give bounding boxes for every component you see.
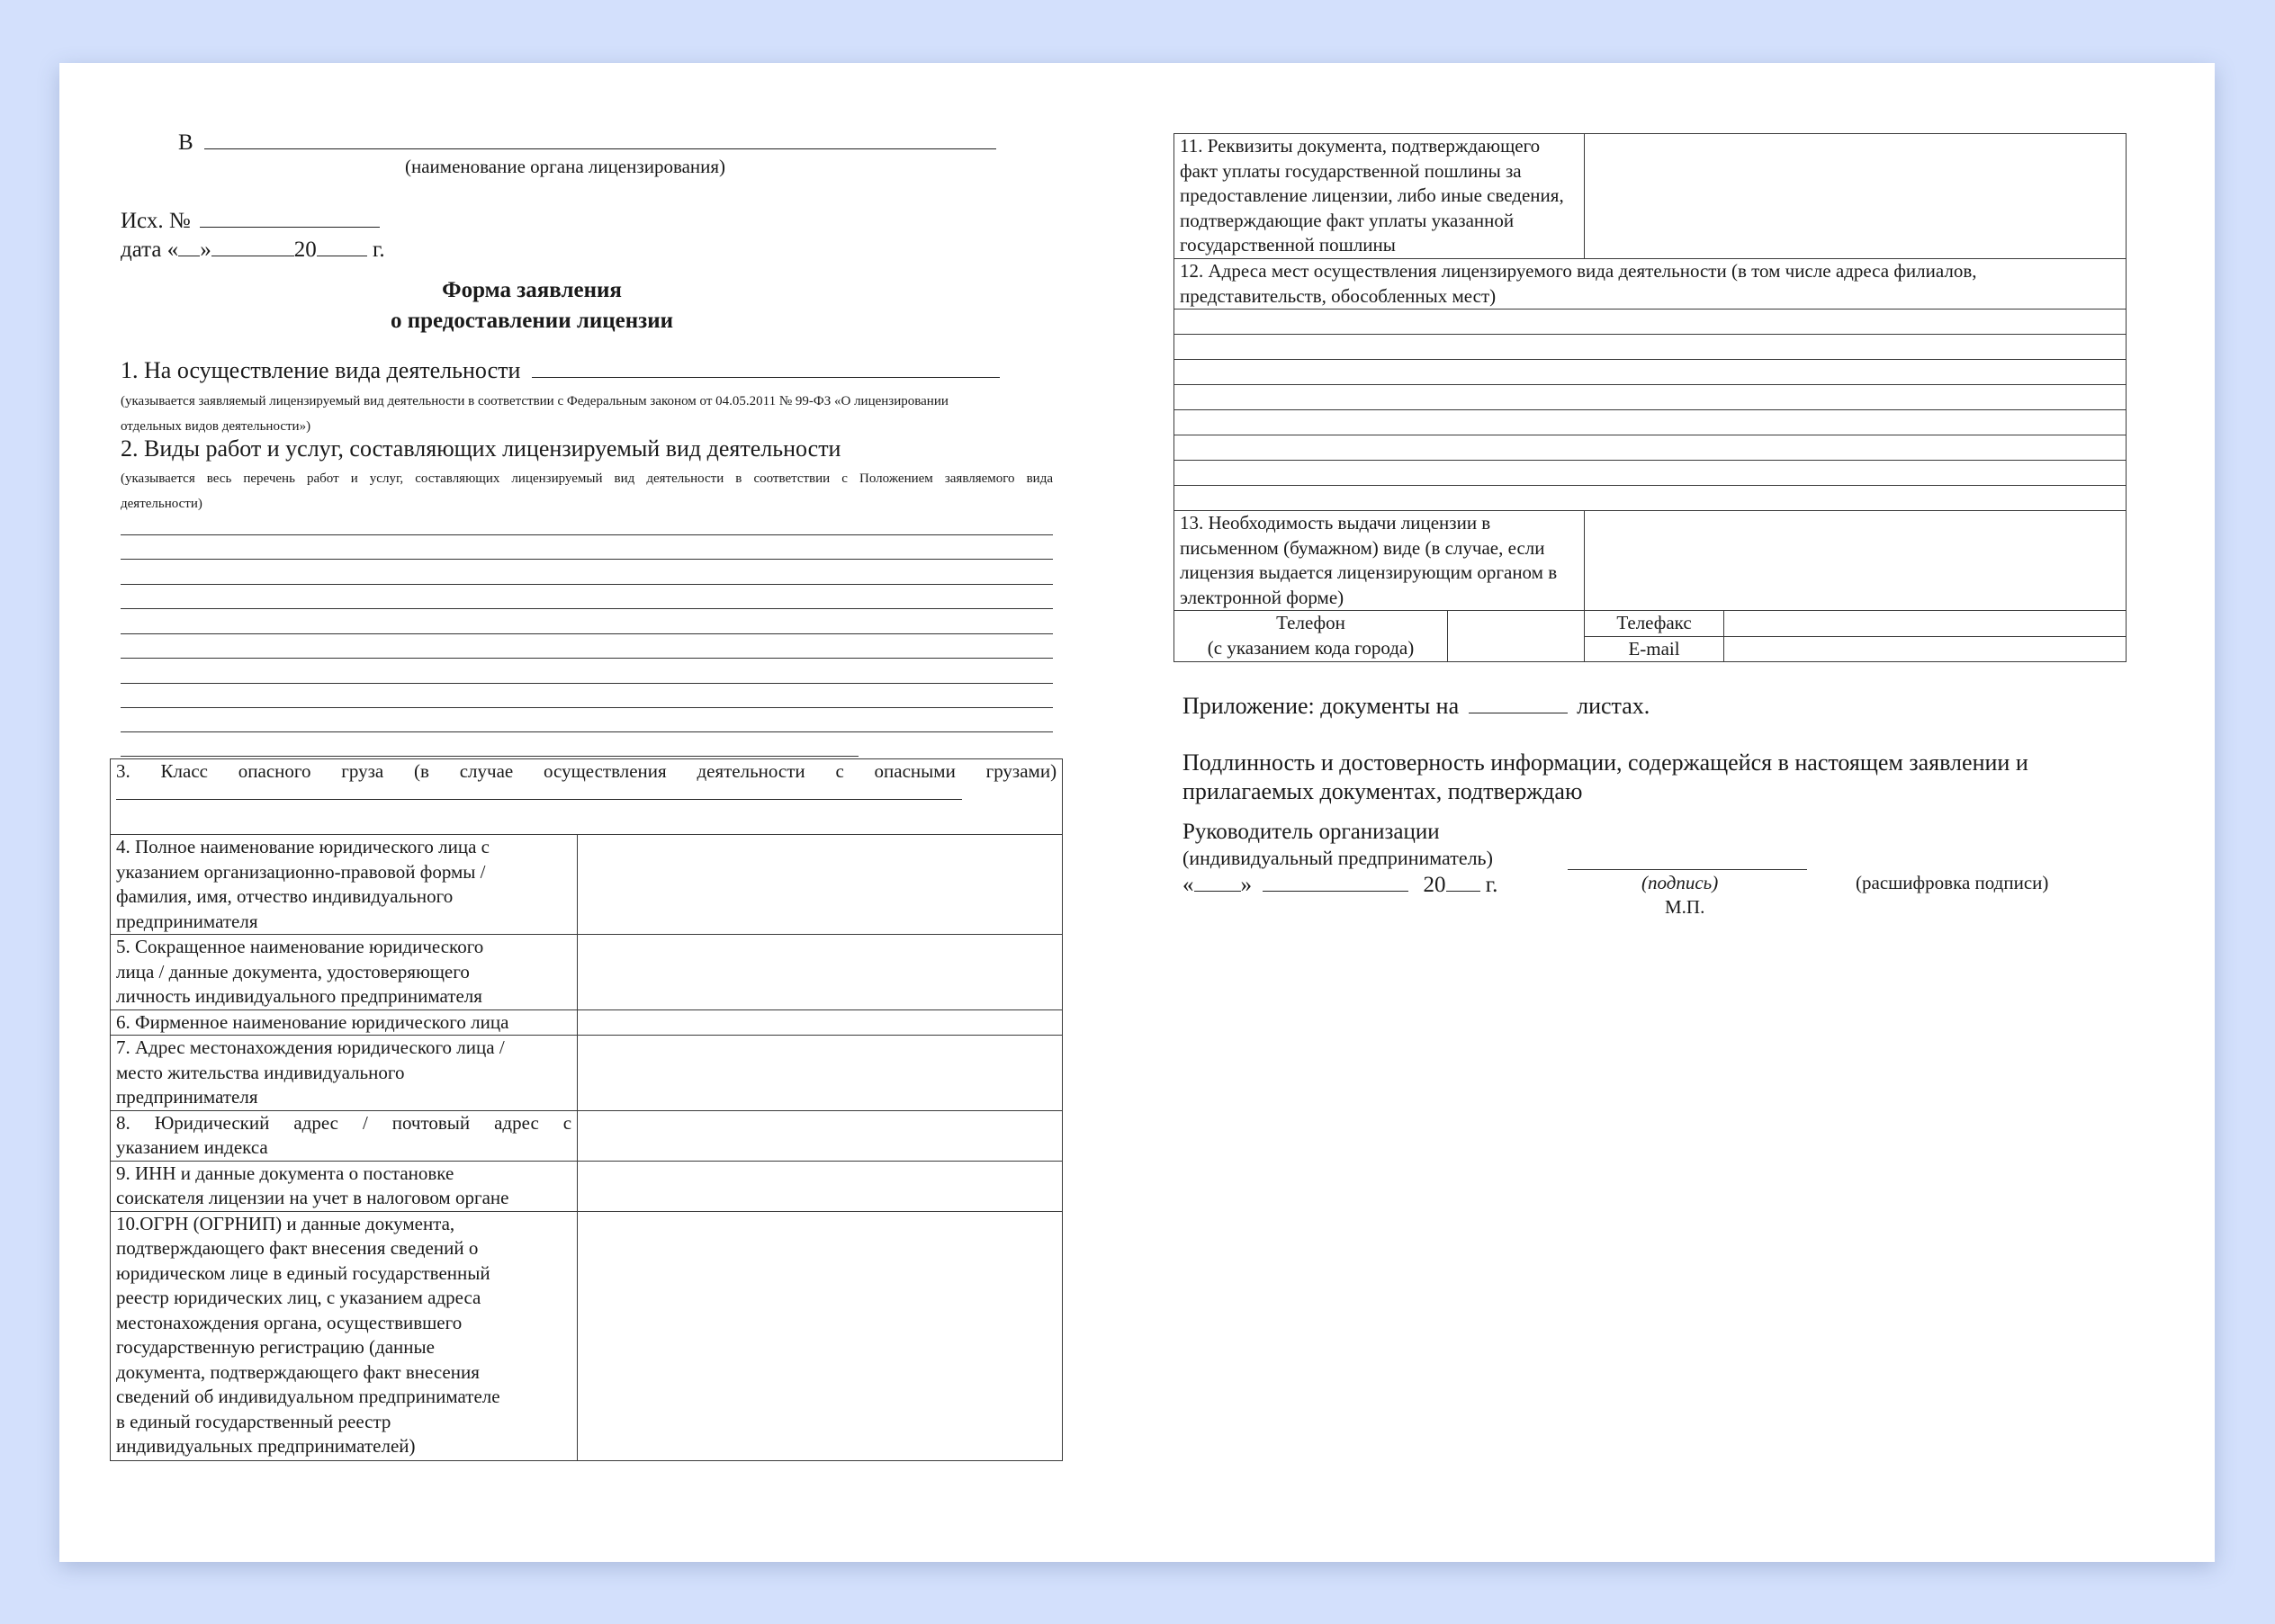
- item3-blank[interactable]: [116, 785, 962, 800]
- item2-write-line[interactable]: [121, 658, 1053, 659]
- row-label: 8. Юридический адрес / почтовый адрес с указанием индекса: [111, 1110, 578, 1161]
- address-entry-row[interactable]: [1174, 410, 2127, 435]
- table-row: [111, 1211, 1063, 1460]
- item11-label: 11. Реквизиты документа, подтверждающего факт уплаты государственной пошлины за предоставление лицензии, либо иные сведения, подтверждающие факт уплаты указанной государственной пошлины: [1174, 134, 1585, 259]
- item2-note-line1: (указывается весь перечень работ и услуг, составляющих лицензируемый вид деятельности в соответствии с Положением заявляемого вида: [121, 471, 1053, 486]
- table-row: [111, 1110, 1063, 1161]
- address-entry-row[interactable]: [1174, 310, 2127, 335]
- row-label: 6. Фирменное наименование юридического лица: [111, 1009, 578, 1036]
- item3-row: [111, 759, 1063, 835]
- item1-label: 1. На осуществление вида деятельности: [121, 357, 521, 383]
- item2-write-line[interactable]: [121, 559, 1053, 560]
- item2-write-line[interactable]: [121, 584, 1053, 585]
- item2-write-line[interactable]: [121, 731, 1053, 732]
- item2-label: 2. Виды работ и услуг, составляющих лицензируемый вид деятельности: [121, 435, 841, 462]
- outgoing-number-label: Исх. №: [121, 209, 191, 233]
- date-suffix: г.: [373, 238, 385, 262]
- fax-value-field[interactable]: [1724, 611, 2127, 637]
- addressee-line: [178, 129, 996, 156]
- sign-date-close: »: [1240, 873, 1252, 897]
- sign-day-blank[interactable]: [1194, 871, 1241, 892]
- item12-label: 12. Адреса мест осуществления лицензируемого вида деятельности (в том числе адреса филиалов, представительств, обособленных мест): [1174, 259, 2127, 310]
- item13-value-field[interactable]: [1585, 511, 2127, 611]
- sign-year: 20: [1423, 873, 1446, 897]
- date-line: [121, 236, 385, 263]
- table-row: [111, 935, 1063, 1010]
- confirm-line2: прилагаемых документах, подтверждаю: [1182, 778, 1583, 804]
- item11-value-field[interactable]: [1585, 134, 2127, 259]
- address-entry-row[interactable]: [1174, 461, 2127, 486]
- appendix-line: [1182, 693, 1650, 720]
- row-label: 9. ИНН и данные документа о постановке соискателя лицензии на учет в налоговом органе: [111, 1161, 578, 1211]
- item2-note-line2: деятельности): [121, 497, 202, 511]
- date-prefix: дата «: [121, 238, 179, 262]
- item2-write-line[interactable]: [121, 534, 1053, 535]
- item2-write-line[interactable]: [121, 683, 1053, 684]
- row-label: 4. Полное наименование юридического лица с указанием организационно-правовой формы / фамилия, имя, отчество индивидуального предпринимателя: [111, 835, 578, 935]
- address-entry-row[interactable]: [1174, 335, 2127, 360]
- appendix-sheets-blank[interactable]: [1469, 693, 1568, 713]
- row-label: 7. Адрес местонахождения юридического лица / место жительства индивидуального предпринимателя: [111, 1036, 578, 1111]
- item13-label: 13. Необходимость выдачи лицензии в письменном (бумажном) виде (в случае, если лицензия выдается лицензирующим органом в электронной форме): [1174, 511, 1585, 611]
- row-value-field[interactable]: [578, 1211, 1063, 1460]
- item1-note-line1: (указывается заявляемый лицензируемый вид деятельности в соответствии с Федеральным законом от 04.05.2011 № 99-ФЗ «О лицензировании: [121, 394, 949, 408]
- row-value-field[interactable]: [578, 935, 1063, 1010]
- row-label: 5. Сокращенное наименование юридического лица / данные документа, удостоверяющего личность индивидуального предпринимателя: [111, 935, 578, 1010]
- row-label: 10.ОГРН (ОГРНИП) и данные документа, подтверждающего факт внесения сведений о юридическом лице в единый государственный реестр юридических лиц, с указанием адреса местонахождения органа, осуществившего государственную регистрацию (данные документа, подтверждающего факт внесения сведений об индивидуальном предпринимателе в единый государственный реестр индивидуальных предпринимателей): [111, 1211, 578, 1460]
- sign-date-open: «: [1182, 873, 1194, 897]
- sign-year-suffix: г.: [1485, 873, 1498, 897]
- head-sub: (индивидуальный предприниматель): [1182, 847, 1493, 869]
- row-value-field[interactable]: [578, 1036, 1063, 1111]
- sign-date-line: [1182, 871, 1497, 898]
- item1-blank[interactable]: [532, 357, 1000, 378]
- sign-month-blank[interactable]: [1263, 871, 1408, 892]
- phone-value-field[interactable]: [1448, 611, 1585, 662]
- confirm-line1: Подлинность и достоверность информации, содержащейся в настоящем заявлении и: [1182, 749, 2028, 776]
- item2-write-line[interactable]: [121, 608, 1053, 609]
- row-value-field[interactable]: [578, 1009, 1063, 1036]
- addressee-caption: (наименование органа лицензирования): [405, 156, 726, 177]
- address-entry-row[interactable]: [1174, 435, 2127, 461]
- appendix-suffix: листах.: [1577, 693, 1650, 719]
- appendix-prefix: Приложение: документы на: [1182, 693, 1460, 719]
- outgoing-number-blank[interactable]: [200, 207, 380, 228]
- item2-write-line[interactable]: [121, 707, 1053, 708]
- signature-line[interactable]: [1568, 869, 1807, 870]
- details-table: [1173, 133, 2127, 662]
- phone-label: Телефон (с указанием кода города): [1174, 611, 1448, 662]
- item3-text: 3. Класс опасного груза (в случае осуществления деятельности с опасными грузами): [116, 760, 1057, 782]
- head-label: Руководитель организации: [1182, 820, 1440, 844]
- date-mid: »: [200, 238, 211, 262]
- date-year-blank[interactable]: [317, 236, 367, 256]
- signature-caption: (подпись): [1641, 872, 1719, 893]
- sign-year-blank[interactable]: [1446, 871, 1480, 892]
- stamp-label: М.П.: [1665, 896, 1705, 918]
- item1-note-line2: отдельных видов деятельности»): [121, 419, 311, 434]
- outgoing-number-line: [121, 207, 380, 234]
- email-value-field[interactable]: [1724, 636, 2127, 662]
- item2-write-line[interactable]: [121, 756, 859, 757]
- item13-row: [1174, 511, 2127, 611]
- form-title: [329, 275, 734, 336]
- email-label: E-mail: [1585, 636, 1724, 662]
- date-day-blank[interactable]: [178, 236, 200, 256]
- item3-cell: [111, 759, 1063, 835]
- transcript-caption: (расшифровка подписи): [1856, 872, 2049, 893]
- table-row: [111, 1161, 1063, 1211]
- table-row: [111, 1009, 1063, 1036]
- addressee-blank[interactable]: [204, 129, 996, 149]
- table-row: [111, 1036, 1063, 1111]
- date-year: 20: [293, 238, 317, 262]
- row-value-field[interactable]: [578, 1161, 1063, 1211]
- table-row: [111, 835, 1063, 935]
- applicant-table: [110, 758, 1063, 1461]
- form-title-line2: о предоставлении лицензии: [390, 309, 674, 333]
- item12-row: [1174, 259, 2127, 310]
- address-entry-row[interactable]: [1174, 486, 2127, 511]
- form-title-line1: Форма заявления: [442, 278, 622, 302]
- item1-line: [121, 357, 1000, 384]
- addressee-prefix: В: [178, 130, 193, 155]
- item11-row: [1174, 134, 2127, 259]
- address-entry-row[interactable]: [1174, 360, 2127, 385]
- row-value-field[interactable]: [578, 1110, 1063, 1161]
- fax-label: Телефакс: [1585, 611, 1724, 637]
- date-month-blank[interactable]: [211, 236, 294, 256]
- address-entry-row[interactable]: [1174, 385, 2127, 410]
- contact-row: [1174, 611, 2127, 637]
- row-value-field[interactable]: [578, 835, 1063, 935]
- document-sheet: [59, 63, 2215, 1562]
- item2-write-line[interactable]: [121, 633, 1053, 634]
